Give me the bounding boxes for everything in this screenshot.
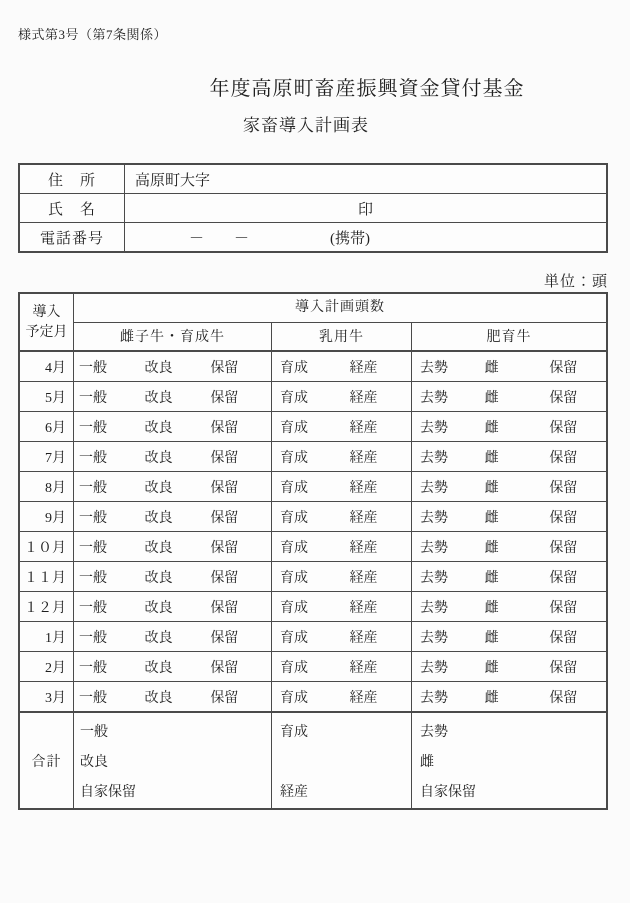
subcol-label: 改良	[144, 450, 173, 466]
fattening-cell	[412, 352, 606, 381]
subcol-label: 一般	[79, 690, 107, 706]
applicant-info-table	[18, 163, 608, 253]
dairy-cell	[272, 562, 412, 591]
total-line	[272, 752, 411, 770]
subcol-label: 保留	[210, 540, 239, 556]
subcol-label: 経産	[349, 420, 378, 436]
table-row	[20, 592, 606, 622]
fattening-cell	[412, 682, 606, 711]
fattening-cell	[412, 532, 606, 561]
female-calf-cell	[74, 442, 272, 471]
female-calf-cell	[74, 652, 272, 681]
dairy-cell	[272, 682, 412, 711]
dairy-cell	[272, 592, 412, 621]
table-row	[20, 622, 606, 652]
subcol-label: 保留	[549, 660, 578, 676]
dairy-cell	[272, 412, 412, 441]
subcol-label: 育成	[280, 540, 308, 556]
subcol-label: 雌	[484, 570, 499, 586]
subcol-label: 保留	[549, 510, 578, 526]
female-calf-cell	[74, 352, 272, 381]
subcol-label: 経産	[349, 540, 378, 556]
dairy-cell	[272, 502, 412, 531]
phone-dash: －	[189, 230, 205, 247]
subcol-label: 育成	[280, 570, 308, 586]
subcol-label: 一般	[79, 660, 107, 676]
female-calf-cell	[74, 382, 272, 411]
month-cell: 4月	[20, 352, 74, 381]
subcol-label: 去勢	[420, 600, 448, 616]
subcol-label: 保留	[549, 420, 578, 436]
month-header-line1: 導入	[32, 305, 61, 320]
table-row	[20, 682, 606, 711]
subcol-label: 経産	[349, 480, 378, 496]
address-value: 高原町大字	[135, 172, 211, 189]
subcol-label: 保留	[210, 420, 239, 436]
form-number: 様式第3号（第7条関係）	[18, 27, 168, 42]
subcol-label: 雌	[484, 630, 499, 646]
page-title: 年度高原町畜産振興資金貸付基金	[209, 78, 525, 100]
total-fattening-cell	[412, 713, 606, 808]
subcol-label: 雌	[484, 540, 499, 556]
total-line: 育成	[280, 725, 308, 740]
subcol-label: 保留	[210, 450, 239, 466]
month-header-line2: 予定月	[25, 325, 68, 340]
fattening-cell	[412, 472, 606, 501]
subcol-label: 雌	[484, 420, 499, 436]
dairy-cell	[272, 532, 412, 561]
subcol-label: 保留	[210, 390, 239, 406]
dairy-cell	[272, 442, 412, 471]
subcol-label: 雌	[484, 390, 499, 406]
subcol-label: 保留	[210, 600, 239, 616]
subcol-label: 経産	[349, 660, 378, 676]
month-cell: 3月	[20, 682, 74, 711]
subcol-label: 育成	[280, 630, 308, 646]
subcol-label: 経産	[349, 570, 378, 586]
group-header-female-calf: 雌子牛・育成牛	[74, 323, 272, 352]
subcol-label: 一般	[79, 570, 107, 586]
subcol-label: 育成	[280, 390, 308, 406]
table-row	[20, 502, 606, 532]
month-cell: 5月	[20, 382, 74, 411]
subcol-label: 雌	[484, 510, 499, 526]
subcol-label: 改良	[144, 690, 173, 706]
subcol-label: 去勢	[420, 420, 448, 436]
female-calf-cell	[74, 592, 272, 621]
subcol-label: 保留	[210, 480, 239, 496]
subcol-label: 去勢	[420, 450, 448, 466]
total-line: 自家保留	[420, 785, 476, 800]
subcol-label: 一般	[79, 420, 107, 436]
fattening-cell	[412, 382, 606, 411]
plan-head-count-header: 導入計画頭数	[74, 294, 606, 323]
total-line: 改良	[80, 755, 108, 770]
fattening-cell	[412, 592, 606, 621]
subcol-label: 育成	[280, 420, 308, 436]
total-line: 経産	[280, 785, 308, 800]
dairy-cell	[272, 472, 412, 501]
introduction-plan-table	[18, 292, 608, 810]
total-line: 雌	[420, 755, 434, 770]
subcol-label: 保留	[210, 660, 239, 676]
month-cell: 7月	[20, 442, 74, 471]
subcol-label: 一般	[79, 540, 107, 556]
month-cell: １０月	[20, 532, 74, 561]
subcol-label: 保留	[210, 690, 239, 706]
subcol-label: 去勢	[420, 660, 448, 676]
subcol-label: 育成	[280, 450, 308, 466]
page-subtitle: 家畜導入計画表	[243, 116, 369, 135]
total-line: 自家保留	[80, 785, 136, 800]
phone-dash: －	[234, 230, 250, 247]
subcol-label: 保留	[549, 450, 578, 466]
subcol-label: 経産	[349, 690, 378, 706]
table-row	[20, 532, 606, 562]
subcol-label: 育成	[280, 660, 308, 676]
fattening-cell	[412, 652, 606, 681]
female-calf-cell	[74, 682, 272, 711]
table-header	[20, 294, 606, 352]
subcol-label: 去勢	[420, 540, 448, 556]
subcol-label: 経産	[349, 390, 378, 406]
phone-value	[125, 223, 606, 251]
table-row	[20, 442, 606, 472]
subcol-label: 改良	[144, 510, 173, 526]
subcol-label: 改良	[144, 660, 173, 676]
dairy-cell	[272, 652, 412, 681]
seal-mark: 印	[357, 201, 373, 218]
subcol-label: 一般	[79, 480, 107, 496]
total-line: 去勢	[420, 725, 448, 740]
subcol-label: 去勢	[420, 570, 448, 586]
phone-row	[20, 223, 606, 251]
subcol-label: 一般	[79, 630, 107, 646]
subcol-label: 経産	[349, 510, 378, 526]
subcol-label: 保留	[549, 600, 578, 616]
subcol-label: 保留	[549, 690, 578, 706]
total-row	[20, 713, 606, 808]
address-row	[20, 165, 606, 194]
subcol-label: 雌	[484, 660, 499, 676]
table-row	[20, 412, 606, 442]
group-header-dairy: 乳用牛	[272, 323, 412, 352]
subcol-label: 雌	[484, 360, 499, 376]
unit-label: 単位：頭	[543, 274, 608, 290]
subcol-label: 保留	[210, 630, 239, 646]
month-cell: 8月	[20, 472, 74, 501]
subcol-label: 保留	[549, 480, 578, 496]
subcol-label: 去勢	[420, 480, 448, 496]
subcol-label: 去勢	[420, 690, 448, 706]
month-rows	[20, 352, 606, 713]
subcol-label: 一般	[79, 390, 107, 406]
subcol-label: 改良	[144, 630, 173, 646]
female-calf-cell	[74, 562, 272, 591]
subcol-label: 保留	[210, 360, 239, 376]
table-row	[20, 382, 606, 412]
subcol-label: 育成	[280, 690, 308, 706]
subcol-label: 育成	[280, 600, 308, 616]
subcol-label: 保留	[549, 540, 578, 556]
subcol-label: 保留	[210, 510, 239, 526]
subcol-label: 保留	[549, 360, 578, 376]
subcol-label: 経産	[349, 600, 378, 616]
subcol-label: 一般	[79, 600, 107, 616]
phone-carrier-label: (携帯)	[330, 230, 371, 247]
phone-label: 電話番号	[20, 223, 125, 251]
month-cell: １１月	[20, 562, 74, 591]
total-female-calf-cell	[74, 713, 272, 808]
fattening-cell	[412, 502, 606, 531]
subcol-label: 去勢	[420, 390, 448, 406]
female-calf-cell	[74, 532, 272, 561]
subcol-label: 雌	[484, 690, 499, 706]
subcol-label: 育成	[280, 510, 308, 526]
month-cell: １２月	[20, 592, 74, 621]
subcol-label: 改良	[144, 570, 173, 586]
subcol-label: 経産	[349, 450, 378, 466]
total-dairy-cell	[272, 713, 412, 808]
table-row	[20, 652, 606, 682]
dairy-cell	[272, 622, 412, 651]
subcol-label: 保留	[210, 570, 239, 586]
table-row	[20, 562, 606, 592]
subcol-label: 雌	[484, 450, 499, 466]
fattening-cell	[412, 622, 606, 651]
subcol-label: 改良	[144, 360, 173, 376]
subcol-label: 去勢	[420, 360, 448, 376]
month-column-header	[20, 294, 74, 352]
subcol-label: 保留	[549, 390, 578, 406]
female-calf-cell	[74, 472, 272, 501]
subcol-label: 改良	[144, 540, 173, 556]
table-row	[20, 472, 606, 502]
subcol-label: 改良	[144, 390, 173, 406]
subcol-label: 雌	[484, 600, 499, 616]
subcol-label: 一般	[79, 450, 107, 466]
subcol-label: 一般	[79, 510, 107, 526]
subcol-label: 保留	[549, 570, 578, 586]
dairy-cell	[272, 352, 412, 381]
female-calf-cell	[74, 622, 272, 651]
group-header-fattening: 肥育牛	[486, 330, 532, 345]
subcol-label: 育成	[280, 360, 308, 376]
subcol-label: 改良	[144, 480, 173, 496]
dairy-cell	[272, 382, 412, 411]
month-cell: 1月	[20, 622, 74, 651]
fattening-cell	[412, 562, 606, 591]
fattening-cell	[412, 412, 606, 441]
month-cell: 6月	[20, 412, 74, 441]
subcol-label: 去勢	[420, 630, 448, 646]
subcol-label: 雌	[484, 480, 499, 496]
subcol-label: 経産	[349, 360, 378, 376]
address-label: 住 所	[20, 165, 125, 193]
subcol-label: 一般	[79, 360, 107, 376]
month-cell: 9月	[20, 502, 74, 531]
table-row	[20, 352, 606, 382]
female-calf-cell	[74, 412, 272, 441]
name-label: 氏 名	[20, 194, 125, 222]
subcol-label: 保留	[549, 630, 578, 646]
subcol-label: 経産	[349, 630, 378, 646]
subcol-label: 改良	[144, 420, 173, 436]
subcol-label: 育成	[280, 480, 308, 496]
month-cell: 2月	[20, 652, 74, 681]
total-label: 合計	[20, 713, 74, 808]
female-calf-cell	[74, 502, 272, 531]
total-line: 一般	[80, 725, 108, 740]
subcol-label: 去勢	[420, 510, 448, 526]
subcol-label: 改良	[144, 600, 173, 616]
fattening-cell	[412, 442, 606, 471]
name-row	[20, 194, 606, 223]
